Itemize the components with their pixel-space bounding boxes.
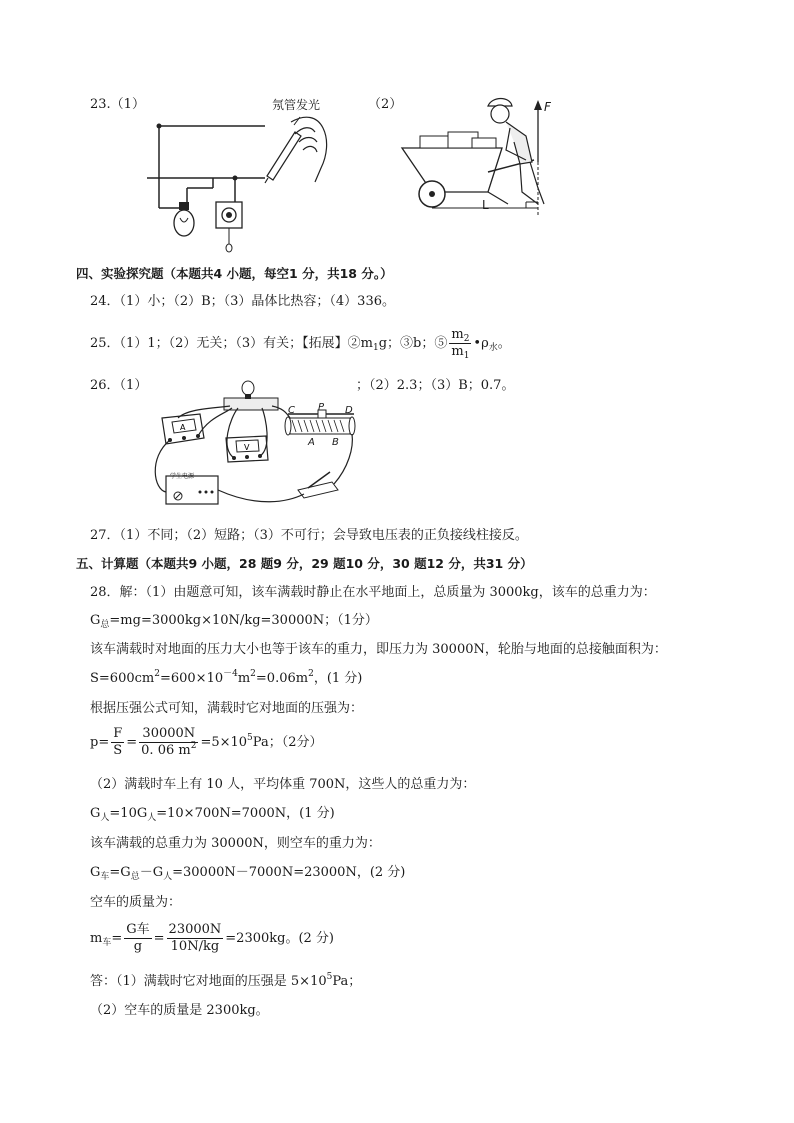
voltmeter-icon bbox=[226, 436, 268, 462]
force-label: F bbox=[544, 100, 551, 114]
neon-light-label: 氖管发光 bbox=[272, 98, 321, 112]
pull-switch-icon bbox=[216, 202, 242, 252]
q23-circuit-figure bbox=[145, 92, 345, 262]
q28-line10: $G_车=G_总-G_人=30000N-7000N=23000N$，(2 分) bbox=[90, 865, 406, 882]
q28-line8: $G_人=10G_人=10\times 700N=7000N$，(1 分) bbox=[90, 806, 335, 823]
rheostat-a-label: A bbox=[308, 437, 315, 448]
q28-answer-2: （2）空车的质量是 2300kg。 bbox=[90, 1003, 269, 1018]
q24-answer: 24．（1）小；（2）B；（3）晶体比热容；（4）336。 bbox=[90, 294, 395, 309]
test-pen-hand-icon bbox=[265, 117, 327, 183]
rheostat-d-label: D bbox=[345, 405, 353, 416]
q28-line9: 该车满载的总重力为 30000N，则空车的重力为： bbox=[90, 836, 381, 851]
q23-part2-label: （2） bbox=[368, 97, 403, 112]
q28-answer-1: 答：（1）满载时它对地面的压强是 $5\times 10^5Pa$； bbox=[90, 972, 362, 989]
rheostat-b-label: B bbox=[332, 437, 339, 448]
q28-line2: $G_总=mg=3000kg\times 10N/kg=30000N$；（1分） bbox=[90, 613, 378, 630]
q28-line12: $m_车=$ $\frac{\text{G车}}{g}$ = $\frac{23000N}{10N/kg}$ =2300kg。(2 分) bbox=[90, 922, 335, 954]
ammeter-icon bbox=[162, 414, 204, 444]
q25-fraction: $\frac{m_2}{m_1}$ bbox=[451, 327, 470, 361]
q28-line4: $S=600cm^2=600\times 10^{-4}m^2=0.06m^2$，(1 分) bbox=[90, 669, 363, 686]
bulb-on-base-icon bbox=[224, 381, 278, 410]
rheostat-p-label: P bbox=[318, 402, 325, 413]
q28-fraction-g-over-g: $\frac{\text{G车}}{g}$ bbox=[126, 922, 150, 954]
section4-title: 四、实验探究题（本题共4 小题，每空1 分，共18 分。） bbox=[76, 266, 393, 281]
rheostat-c-label: C bbox=[288, 405, 295, 416]
q28-line1: 28．解：（1）由题意可知，该车满载时静止在水平地面上，总质量为 3000kg，该车的总重力为： bbox=[90, 585, 656, 600]
q25-answer: 25．（1）1；（2）无关；（3）有关；【拓展】$②m_1g$；③b；⑤ $\frac{m_2}{m_1}$ $•\rho_水$。 bbox=[90, 327, 511, 361]
q28-fraction-pressure: $\frac{30000N}{0. 06 m^2}$ bbox=[141, 726, 197, 758]
lamp-bulb-icon bbox=[174, 202, 194, 236]
q28-fraction-mass: $\frac{23000N}{10N/kg}$ bbox=[168, 922, 222, 954]
arm-label: L bbox=[482, 198, 489, 212]
wire bbox=[218, 490, 304, 502]
q23-label: 23.（1） bbox=[90, 97, 145, 112]
q28-line6: p= $\frac{F}{S}$ = $\frac{30000N}{0. 06 m^2}$ $=5\times 10^5Pa$；（2分） bbox=[90, 726, 323, 758]
power-source-label: 学生电源 bbox=[170, 473, 195, 480]
q28-line11: 空车的质量为： bbox=[90, 895, 182, 910]
q26-answers: ；（2）2.3；（3）B；0.7。 bbox=[356, 378, 515, 393]
q27-answer: 27．（1）不同；（2）短路；（3）不可行；会导致电压表的正负接线柱接反。 bbox=[90, 528, 528, 543]
q28-line7: （2）满载时车上有 10 人，平均体重 700N，这些人的总重力为： bbox=[90, 777, 476, 792]
section5-title: 五、计算题（本题共9 小题，28 题9 分，29 题10 分，30 题12 分，共31 分） bbox=[76, 556, 533, 571]
q28-line3: 该车满载时对地面的压力大小也等于该车的重力，即压力为 30000N，轮胎与地面的总接触面积为： bbox=[90, 642, 667, 657]
svg-text:A: A bbox=[180, 423, 186, 432]
q26-label: 26．（1） bbox=[90, 378, 148, 393]
svg-text:V: V bbox=[244, 443, 250, 452]
q28-line5: 根据压强公式可知，满载时它对地面的压强为： bbox=[90, 701, 364, 716]
q28-fraction-f-over-s: $\frac{F}{S}$ bbox=[113, 726, 123, 758]
